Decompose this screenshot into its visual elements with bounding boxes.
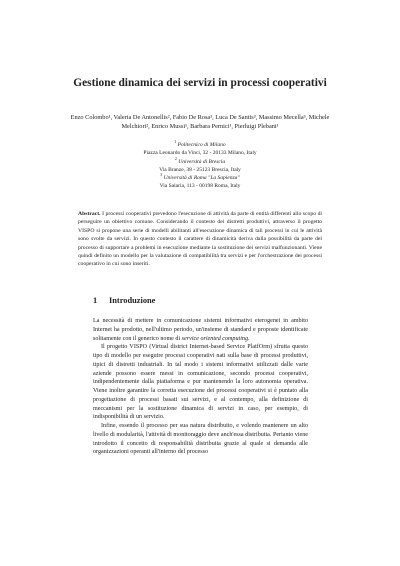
address-line: Via Salaria, 113 - 00198 Roma, Italy [159, 183, 241, 190]
institution-name: Università di Brescia [178, 158, 226, 165]
paragraph [93, 317, 308, 343]
paragraph-text: La necessità di mettere in comunicazione sistemi informativi eterogenei in ambito Internet ha prodotto, nell'ultimo periodo, un'insieme di standard e proposte identificate solitamente con il generico nome di [93, 318, 308, 342]
address-line: Piazza Leonardo da Vinci, 32 - 20133 Milano, Italy [143, 150, 257, 157]
affiliation-2 [108, 156, 292, 178]
section-number: 1 [93, 296, 98, 305]
institution-name: Università di Roma "La Sapienza" [163, 175, 240, 182]
paragraph: Infine, essendo il processo per sua natura distribuito, e volendo mantenere un alto livello di modularità, l'attività di monitoraggio deve anch'essa distribuita. Pertanto viene introdotto il concetto di responsabilità distribuita grazie al quale si demanda alle organizzazioni operanti all'interno del processo [93, 423, 308, 456]
address-line: Via Branze, 38 - 25123 Brescia, Italy [159, 166, 241, 173]
section-heading [93, 296, 155, 305]
affiliation-3 [108, 174, 292, 191]
author-list: Enzo Colombo¹, Valeria De Antonellis², Fabio De Rosa³, Luca De Santis³, Massimo Mecella³, Michele Melchiori², Enrico Mussi¹, Barbara Pernici¹, Pierluigi Plebani¹ [70, 114, 330, 131]
emphasized-term: service oriented computing [181, 335, 249, 342]
affiliation-mark: 2 [174, 156, 177, 161]
affiliations [108, 141, 292, 191]
paragraph: Il progetto VISPO (Virtual district Internet-based Service PlatfOrm) sfrutta questo tipo di modello per eseguire processi cooperativi nati sulla base di processi produttivi, tipici di distretti industriali. In tal modo i sistemi informativi utilizzati dalle varie aziende possono essere messi in comunicazione, secondo processi cooperativi, indipendentemente dalla piattaforma e pur mantenendo la loro autonomia operativa. Viene inoltre garantire la corretta esecuzione dei processi cooperativi si è puntato alla progettazione di processi basati sui servizi, e al contempo, alla definizione di meccanismi per la sostituzione dinamica di servizi in caso, per esempio, di indisponibilità di un servizio. [93, 344, 308, 421]
abstract-label: Abstract. [78, 211, 101, 217]
institution-name: Politecnico di Milano [177, 142, 226, 148]
paper-title: Gestione dinamica dei servizi in processi cooperativi [73, 77, 327, 89]
affiliation-mark: 3 [160, 173, 163, 178]
section-title: Introduzione [109, 296, 156, 305]
affiliation-mark: 1 [174, 140, 177, 145]
abstract-text: I processi cooperativi prevedono l'esecuzione di attività da parte di entità differenti allo scopo di perseguire un obiettivo comune. Considerando il contesto dei distretti produttivi, attraverso il progetto VISPO si propone una serie di modelli abilitanti all'esecuzione dinamica di tali processi in cui le attività sono svolte da servizi. In questo contesto il carattere di dinamicità deriva dalla possibilità da parte del processo di supportare a problemi in esecuzione mediante la sostituzione dei servizi malfunzionanti. Viene quindi definito un modello per la valutazione di compatibilità tra servizi e per l'orchestrazione dei processi cooperativo in cui sono inseriti. [78, 211, 322, 268]
affiliation-1 [108, 141, 292, 158]
abstract [78, 210, 322, 269]
section-body [93, 317, 308, 457]
paragraph-text: . [248, 335, 250, 342]
